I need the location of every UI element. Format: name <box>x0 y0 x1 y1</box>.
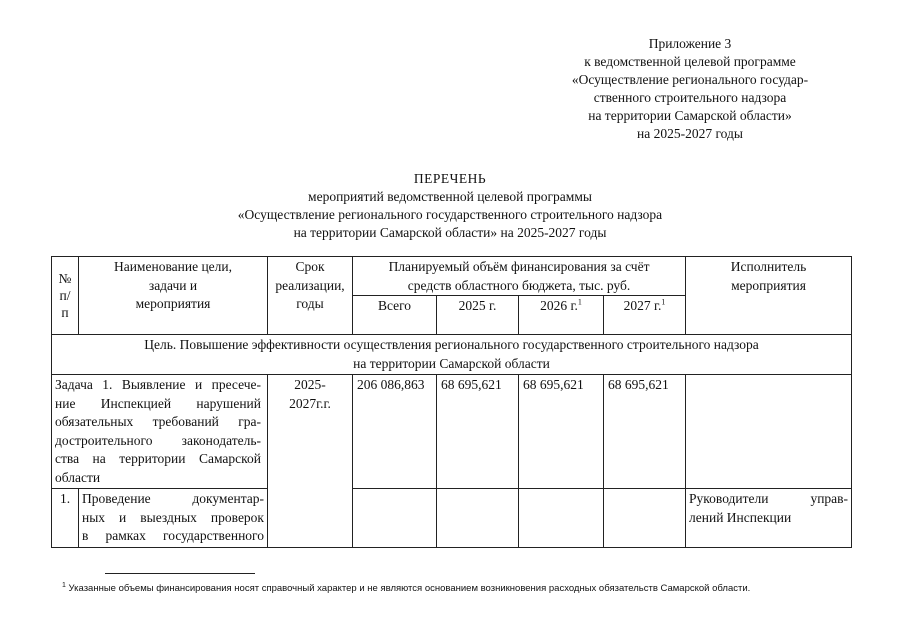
heading-line: на территории Самарской области» на 2025-2027 годы <box>293 225 607 240</box>
header-2025 <box>437 296 519 335</box>
header-number-line: п <box>61 305 69 320</box>
measure-2025 <box>437 489 519 548</box>
footnote-mark: 1 <box>661 297 666 307</box>
measure-executor <box>686 489 852 548</box>
heading-line: мероприятий ведомственной целевой программы <box>308 189 592 204</box>
header-number-line: № <box>58 271 72 286</box>
measure-total <box>353 489 437 548</box>
footnote-separator <box>105 573 255 574</box>
footnote <box>62 583 862 594</box>
header-funding <box>353 257 686 297</box>
appendix-line: на территории Самарской области» <box>588 108 792 123</box>
header-total <box>353 296 437 335</box>
measure-executor-line: Руководители управ- <box>689 491 849 506</box>
footnote-mark: 1 <box>577 297 582 307</box>
appendix-caption <box>540 35 840 143</box>
header-funding-line: средств областного бюджета, тыс. руб. <box>353 277 685 297</box>
header-number <box>52 257 79 335</box>
measure-number-value: 1. <box>59 491 71 506</box>
appendix-line: на 2025-2027 годы <box>637 126 743 141</box>
measure-2027 <box>604 489 686 548</box>
task-2027-value: 68 695,621 <box>608 377 669 392</box>
task-term <box>268 375 353 548</box>
header-2026-label: 2026 г. <box>540 298 578 313</box>
header-name-line: мероприятия <box>135 296 211 311</box>
appendix-line: к ведомственной целевой программе <box>584 54 796 69</box>
header-2027-label: 2027 г. <box>623 298 662 313</box>
document-title: ПЕРЕЧЕНЬ <box>413 171 487 186</box>
header-name-line: задачи и <box>148 277 198 293</box>
header-executor-line: Исполнитель <box>730 259 807 274</box>
appendix-line: Приложение 3 <box>648 36 732 51</box>
task-executor <box>686 375 852 489</box>
header-2027 <box>604 296 686 335</box>
header-2025-label: 2025 г. <box>458 298 497 313</box>
header-total-label: Всего <box>377 298 412 313</box>
header-number-line: п/ <box>59 288 71 303</box>
heading-line: «Осуществление регионального государственного строительного надзора <box>237 207 663 222</box>
measure-number <box>52 489 79 548</box>
appendix-line: ственного строительного надзора <box>593 90 787 105</box>
task-name <box>52 375 268 489</box>
measure-name-line: в рамках государственного <box>82 528 264 543</box>
task-2025-value: 68 695,621 <box>441 377 502 392</box>
task-row <box>52 375 852 489</box>
task-2027 <box>604 375 686 489</box>
measure-name <box>79 489 268 548</box>
header-term <box>268 257 353 335</box>
task-name-line: ние Инспекцией нарушений <box>55 395 261 411</box>
task-2026 <box>519 375 604 489</box>
header-funding-line: Планируемый объём финансирования за счёт <box>388 259 650 274</box>
measure-2026 <box>519 489 604 548</box>
task-term-line: 2025- <box>294 377 326 392</box>
task-total <box>353 375 437 489</box>
task-2025 <box>437 375 519 489</box>
footnote-text: Указанные объемы финансирования носят справочный характер и не являются основанием возникновения расходных обязательств Самарской области. <box>65 583 751 594</box>
goal-line: на территории Самарской области <box>353 355 550 371</box>
document-heading <box>150 170 750 242</box>
task-name-line: Задача 1. Выявление и пресече- <box>55 377 261 392</box>
measures-table <box>51 256 852 548</box>
appendix-line: «Осуществление регионального государ- <box>571 72 809 87</box>
goal-row <box>52 335 852 375</box>
measure-row <box>52 489 852 548</box>
header-2026 <box>519 296 604 335</box>
task-name-line: обязательных требований гра- <box>55 414 261 429</box>
task-name-line: достроительного законодатель- <box>55 432 261 448</box>
task-name-line: области <box>55 469 101 485</box>
measure-executor-line: лений Инспекции <box>689 509 792 525</box>
header-executor-line: мероприятия <box>731 277 806 293</box>
measure-name-line: ных и выездных проверок <box>82 509 264 525</box>
goal-cell <box>52 335 852 375</box>
header-term-line: Срок <box>295 259 325 274</box>
header-name <box>79 257 268 335</box>
header-executor <box>686 257 852 335</box>
goal-line: Цель. Повышение эффективности осуществления регионального государственного строительного надзора <box>144 337 759 352</box>
table-header-row <box>52 257 852 297</box>
task-total-value: 206 086,863 <box>357 377 425 392</box>
measure-name-line: Проведение документар- <box>82 491 264 506</box>
footnote-number: 1 <box>62 581 66 589</box>
task-2026-value: 68 695,621 <box>523 377 584 392</box>
header-term-line: годы <box>296 296 324 311</box>
header-name-line: Наименование цели, <box>113 259 233 274</box>
task-name-line: ства на территории Самарской <box>55 451 261 466</box>
header-term-line: реализации, <box>275 277 345 293</box>
task-term-line: 2027г.г. <box>289 395 331 411</box>
